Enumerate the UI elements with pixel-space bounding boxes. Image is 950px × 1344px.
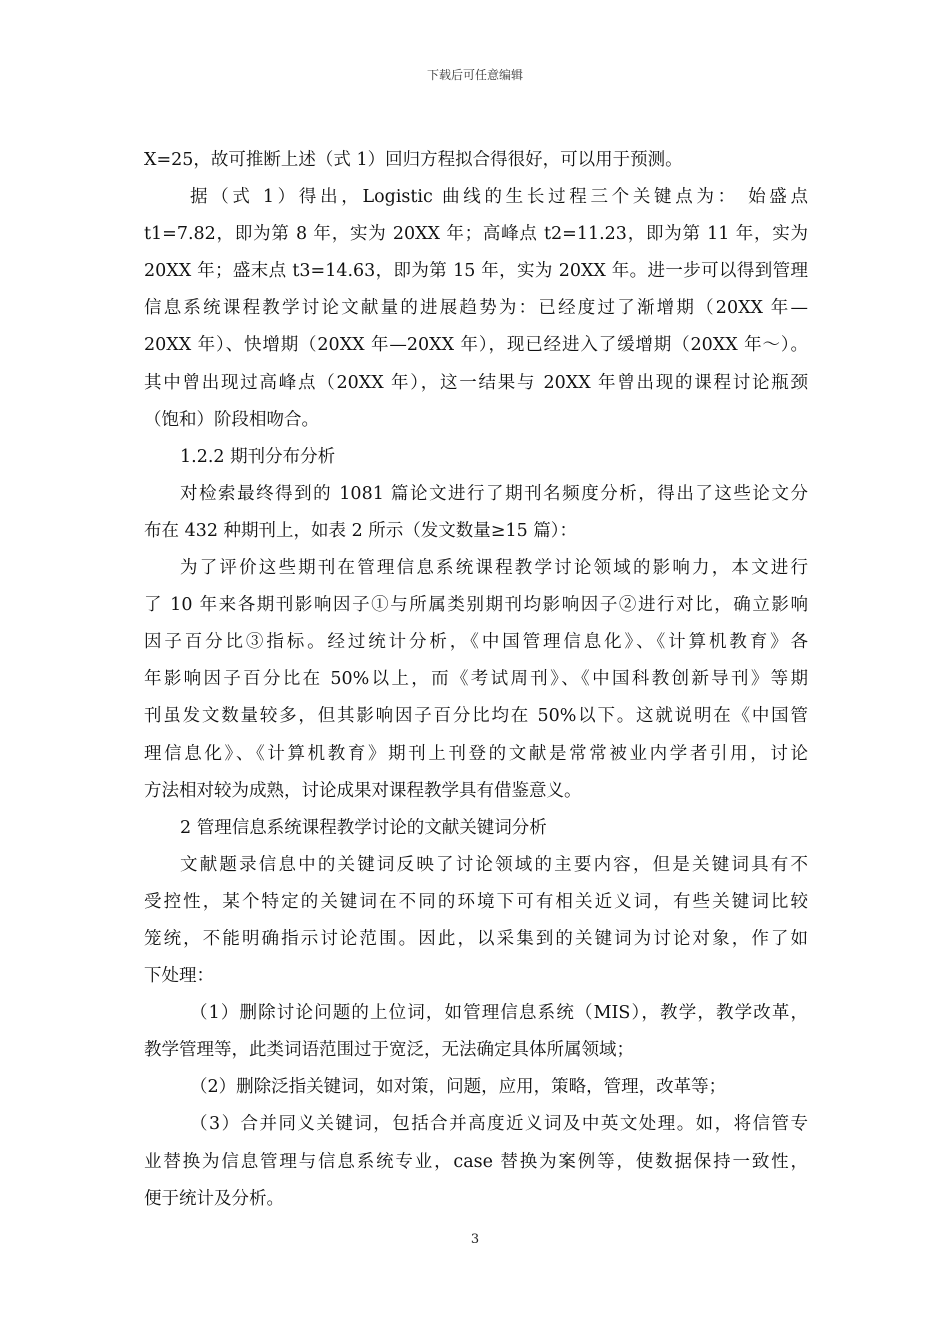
text-line: 文献题录信息中的关键词反映了讨论领域的主要内容，但是关键词具有不 [180,854,808,875]
text-line: t1=7.82，即为第 8 年，实为 20XX 年；高峰点 t2=11.23，即为第 11 年，实为 [144,224,808,245]
text-line: 刊虽发文数量较多，但其影响因子百分比均在 50%以下。这就说明在《中国管 [144,706,808,727]
text-line: 20XX 年；盛末点 t3=14.63，即为第 15 年，实为 20XX 年。进一步可以得到管理 [144,261,808,282]
text-line: 方法相对较为成熟，讨论成果对课程教学具有借鉴意义。 [144,780,582,801]
list-item: （3）合并同义关键词，包括合并高度近义词及中英文处理。如，将信管专 [190,1114,808,1135]
text-line: （饱和）阶段相吻合。 [144,409,319,430]
page-number: 3 [470,1232,480,1247]
text-line: 教学管理等，此类词语范围过于宽泛，无法确定具体所属领域； [144,1040,634,1061]
text-line: 布在 432 种期刊上，如表 2 所示（发文数量≥15 篇）： [144,520,578,541]
text-line: 因子百分比③指标。经过统计分析，《中国管理信息化》、《计算机教育》各 [144,632,808,653]
document-body [144,142,808,1218]
text-line: 业替换为信息管理与信息系统专业，case 替换为案例等，使数据保持一致性， [144,1151,808,1172]
text-line: X=25，故可推断上述（式 1）回归方程拟合得很好，可以用于预测。 [144,150,683,170]
text-line: 为了评价这些期刊在管理信息系统课程教学讨论领域的影响力，本文进行 [180,558,808,579]
text-line: 信息系统课程教学讨论文献量的进展趋势为：已经度过了渐增期（20XX 年— [144,298,808,319]
page-header: 下载后可任意编辑 [426,68,523,82]
text-line: 受控性，某个特定的关键词在不同的环境下可有相关近义词，有些关键词比较 [144,891,808,912]
text-line: 理信息化》、《计算机教育》期刊上刊登的文献是常常被业内学者引用，讨论 [144,743,808,764]
section-heading: 2 管理信息系统课程教学讨论的文献关键词分析 [180,817,547,838]
list-item: （1）删除讨论问题的上位词，如管理信息系统（MIS），教学，教学改革， [190,1003,808,1024]
text-line: 笼统，不能明确指示讨论范围。因此，以采集到的关键词为讨论对象，作了如 [144,928,808,949]
text-line: 据（式 1）得出，Logistic 曲线的生长过程三个关键点为： 始盛点 [190,187,808,208]
text-line: 年影响因子百分比在 50%以上，而《考试周刊》、《中国科教创新导刊》等期 [144,669,808,690]
text-line: 20XX 年）、快增期（20XX 年—20XX 年），现已经进入了缓增期（20XX 年～）。 [144,335,808,356]
text-line: 下处理： [144,966,214,987]
section-heading: 1.2.2 期刊分布分析 [180,446,336,467]
text-line: 便于统计及分析。 [144,1188,284,1209]
text-line: 对检索最终得到的 1081 篇论文进行了期刊名频度分析，得出了这些论文分 [180,483,808,504]
text-line: 其中曾出现过高峰点（20XX 年），这一结果与 20XX 年曾出现的课程讨论瓶颈 [144,372,808,393]
list-item: （2）删除泛指关键词，如对策，问题，应用，策略，管理，改革等； [190,1077,727,1098]
text-line: 了 10 年来各期刊影响因子①与所属类别期刊均影响因子②进行对比，确立影响 [144,595,808,616]
